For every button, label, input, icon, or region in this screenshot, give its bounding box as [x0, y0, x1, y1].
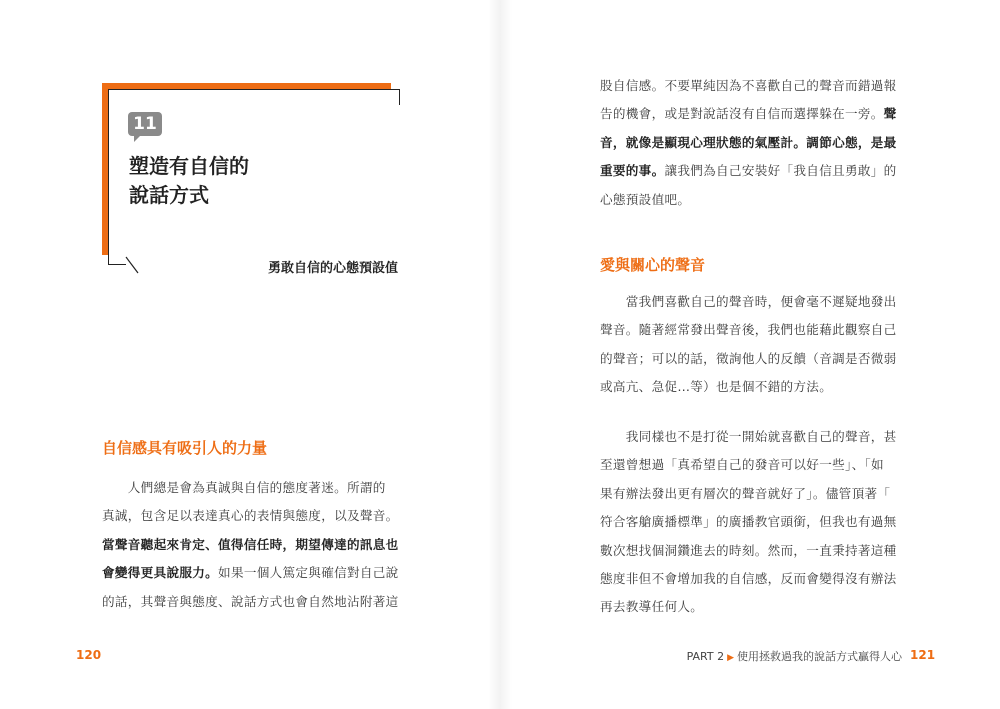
running-header-part: PART 2: [686, 650, 725, 663]
speech-bubble-tail-icon: [134, 135, 141, 142]
right-paragraph-1: [600, 288, 897, 402]
right-page: [500, 0, 1000, 709]
text-line: 讓我們為自己安裝好「我自信且勇敢」的: [664, 163, 897, 179]
text-line: 股自信感。不要單純因為不喜歡自己的聲音而錯過報: [600, 78, 897, 93]
text-line: 態度非但不會增加我的自信感，反而會變得沒有辦法: [600, 570, 897, 586]
chapter-frame-line-left: [108, 89, 109, 264]
text-line-bold: 會變得更具說服力。: [102, 565, 219, 581]
running-header-title: 使用拯救過我的說話方式贏得人心: [737, 650, 902, 663]
running-header: [687, 648, 902, 664]
text-line: 數次想找個洞鑽進去的時刻。然而，一直秉持著這種: [600, 542, 897, 558]
text-line: 我同樣也不是打從一開始就喜歡自己的聲音，甚: [600, 429, 897, 444]
chapter-frame-diagonal: [120, 256, 148, 274]
text-line-bold: 聲: [883, 106, 897, 122]
text-line: 至還曾想過「真希望自己的發音可以好一些」、「如: [600, 457, 884, 473]
right-intro-paragraph: [600, 72, 897, 214]
triangle-right-icon: ▶: [727, 653, 734, 663]
chapter-subtitle: 勇敢自信的心態預設值: [267, 261, 398, 276]
text-line: 心態預設值吧。: [600, 191, 691, 207]
text-line-bold: 音，就像是顯現心理狀態的氣壓計。調節心態，是最: [600, 134, 897, 150]
left-paragraph: [102, 474, 399, 616]
text-line: 符合客艙廣播標準」的廣播教官頭銜，但我也有過無: [600, 514, 897, 530]
text-line: 人們總是會為真誠與自信的態度著迷。所謂的: [102, 480, 386, 495]
chapter-frame-line-right: [399, 89, 400, 105]
chapter-title-line-1: 塑造有自信的: [129, 154, 249, 178]
text-line: 如果一個人篤定與確信對自己說: [218, 565, 399, 581]
text-line: 當我們喜歡自己的聲音時，便會毫不遲疑地發出: [600, 294, 897, 309]
text-line: 真誠，包含足以表達真心的表情與態度，以及聲音。: [102, 508, 399, 524]
chapter-title: [129, 152, 249, 210]
text-line-bold: 當聲音聽起來肯定、值得信任時，期望傳達的訊息也: [102, 536, 399, 552]
text-line: 的話，其聲音與態度、說話方式也會自然地沾附著這: [102, 593, 399, 609]
text-line: 的聲音；可以的話，徵詢他人的反饋（音調是否微弱: [600, 350, 897, 366]
chapter-frame-line-top: [108, 89, 400, 90]
text-line: 告的機會，或是對說話沒有自信而選擇躲在一旁。: [600, 106, 884, 122]
text-line-bold: 重要的事。: [600, 163, 665, 179]
page-number-right: 121: [910, 648, 936, 662]
chapter-number-badge: [128, 112, 162, 140]
text-line: 聲音。隨著經常發出聲音後，我們也能藉此觀察自己: [600, 322, 897, 338]
text-line: 或高亢、急促…等）也是個不錯的方法。: [600, 379, 833, 395]
section-heading-love-care: 愛與關心的聲音: [600, 256, 706, 274]
chapter-title-line-2: 說話方式: [129, 183, 209, 207]
right-paragraph-2: [600, 423, 897, 622]
page-number-left: 120: [76, 648, 102, 662]
text-line: 果有辦法發出更有層次的聲音就好了」。儘管頂著「: [600, 485, 891, 501]
chapter-number: 11: [128, 112, 162, 136]
section-heading-confidence: 自信感具有吸引人的力量: [102, 439, 268, 457]
text-line: 再去教導任何人。: [600, 599, 704, 615]
